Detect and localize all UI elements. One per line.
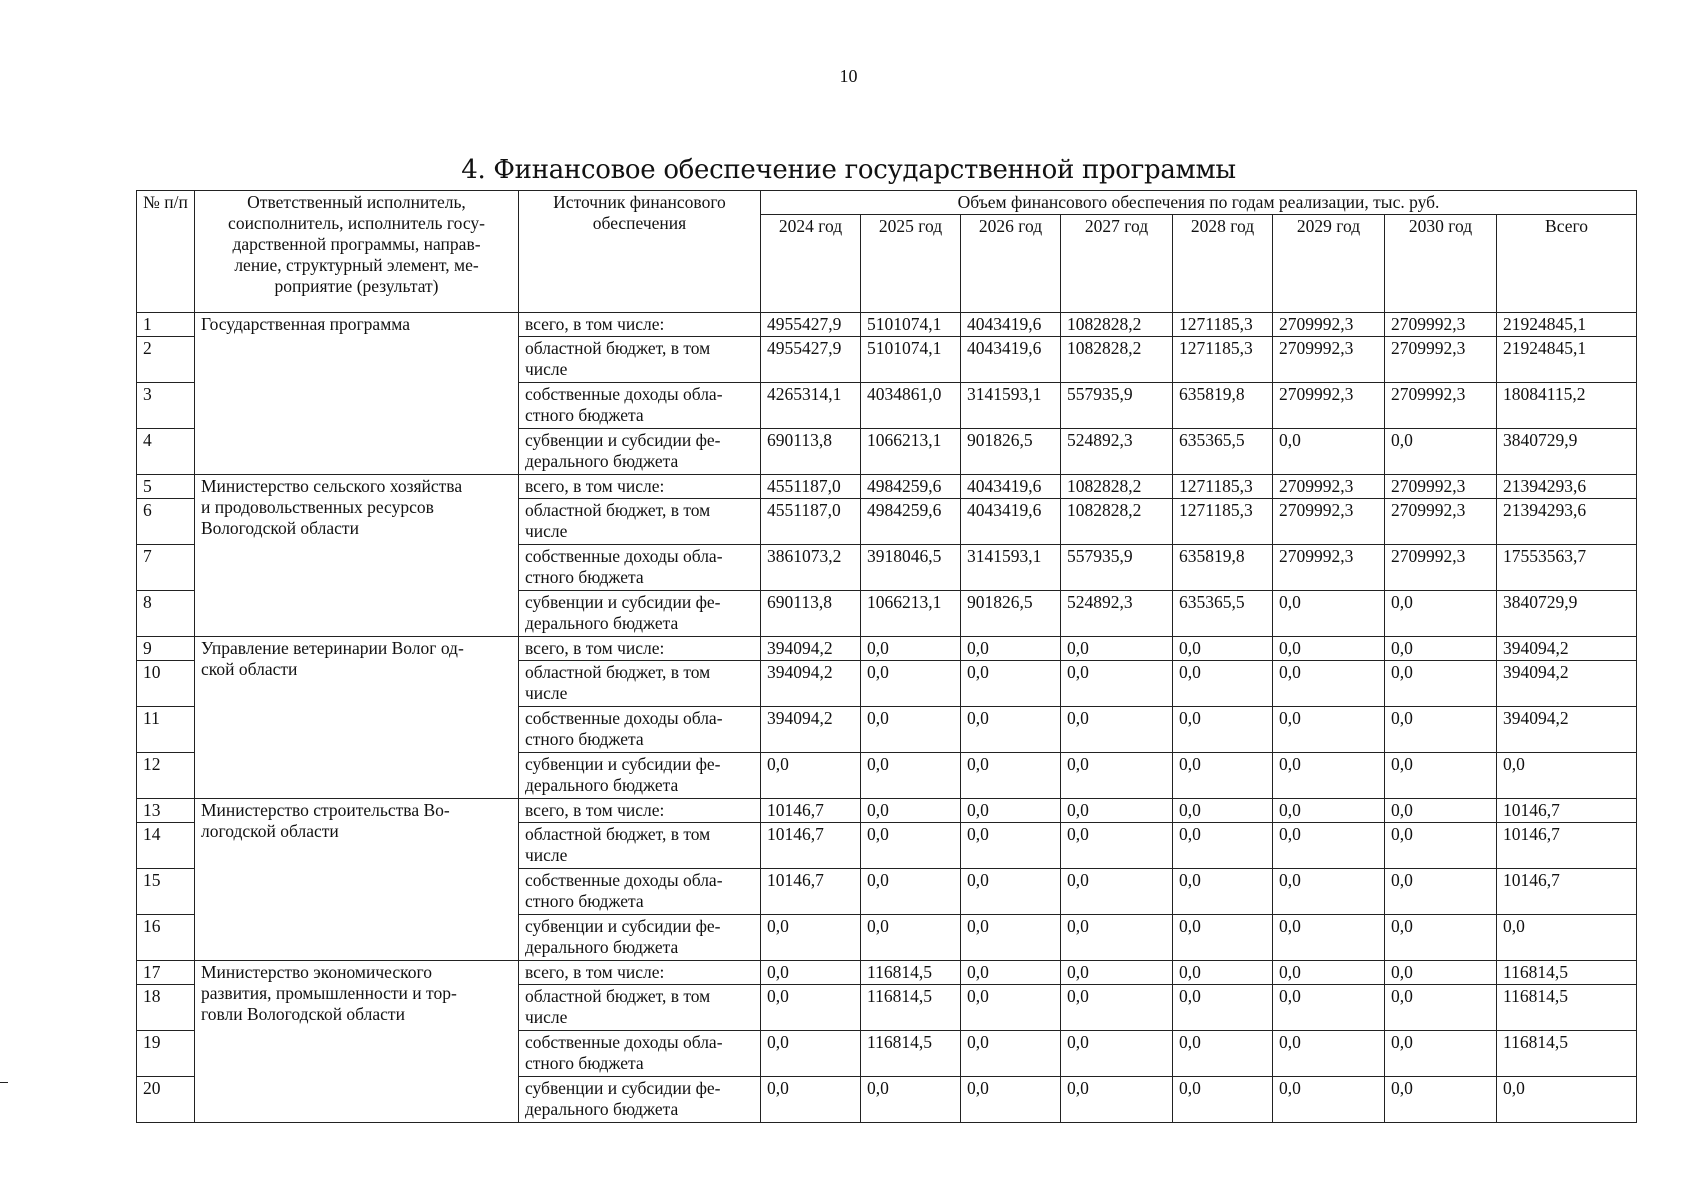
- header-num-text: № п/п: [143, 192, 188, 212]
- value-cell: 0,0: [1061, 753, 1173, 799]
- source-cell: [519, 337, 761, 383]
- source-cell: всего, в том числе:: [519, 961, 761, 985]
- header-executor-line: дарственной программы, направ-: [232, 234, 481, 254]
- value-cell: 0,0: [1173, 985, 1273, 1031]
- value-cell: 4034861,0: [861, 383, 961, 429]
- source-line: числе: [525, 683, 568, 703]
- executor-line: Управление ветеринарии Волог од-: [201, 638, 464, 658]
- value-cell: 2709992,3: [1273, 545, 1385, 591]
- header-executor: [195, 191, 519, 313]
- value-cell: 0,0: [861, 753, 961, 799]
- header-volume: Объем финансового обеспечения по годам реализации, тыс. руб.: [761, 191, 1637, 215]
- header-source-line: обеспечения: [592, 213, 687, 233]
- value-cell: 557935,9: [1061, 383, 1173, 429]
- value-cell: 2709992,3: [1385, 313, 1497, 337]
- value-cell: 0,0: [1173, 823, 1273, 869]
- source-cell: [519, 383, 761, 429]
- value-cell: 0,0: [1385, 1031, 1497, 1077]
- row-number: 11: [137, 707, 195, 753]
- header-year: 2024 год: [761, 215, 861, 313]
- value-cell: 116814,5: [861, 961, 961, 985]
- value-cell: 116814,5: [861, 985, 961, 1031]
- row-number: 3: [137, 383, 195, 429]
- value-cell: 10146,7: [761, 869, 861, 915]
- header-year: 2029 год: [1273, 215, 1385, 313]
- executor-cell: [195, 961, 519, 1123]
- value-cell: 0,0: [1385, 661, 1497, 707]
- row-number: 13: [137, 799, 195, 823]
- source-line: числе: [525, 521, 568, 541]
- source-line: числе: [525, 359, 568, 379]
- value-cell: 4043419,6: [961, 499, 1061, 545]
- value-cell: 394094,2: [1497, 707, 1637, 753]
- value-cell: 21394293,6: [1497, 499, 1637, 545]
- value-cell: 2709992,3: [1385, 545, 1497, 591]
- value-cell: 4551187,0: [761, 475, 861, 499]
- document-title: 4. Финансовое обеспечение государственной программы: [461, 155, 1236, 185]
- header-year: 2026 год: [961, 215, 1061, 313]
- value-cell: 0,0: [861, 707, 961, 753]
- row-number: 4: [137, 429, 195, 475]
- source-line: областной бюджет, в том: [525, 986, 711, 1006]
- table-header: [137, 191, 1637, 313]
- row-number: 5: [137, 475, 195, 499]
- value-cell: 0,0: [1173, 961, 1273, 985]
- executor-cell: [195, 475, 519, 637]
- source-line: дерального бюджета: [525, 775, 679, 795]
- value-cell: 0,0: [1497, 915, 1637, 961]
- table-row: [137, 799, 1637, 823]
- value-cell: 5101074,1: [861, 313, 961, 337]
- value-cell: 635819,8: [1173, 545, 1273, 591]
- value-cell: 4984259,6: [861, 475, 961, 499]
- value-cell: 4955427,9: [761, 313, 861, 337]
- value-cell: 3840729,9: [1497, 591, 1637, 637]
- value-cell: 0,0: [1061, 823, 1173, 869]
- value-cell: 0,0: [1061, 661, 1173, 707]
- source-line: стного бюджета: [525, 891, 644, 911]
- executor-cell: [195, 313, 519, 475]
- value-cell: 1066213,1: [861, 429, 961, 475]
- financing-table: [136, 190, 1637, 1123]
- source-cell: всего, в том числе:: [519, 799, 761, 823]
- executor-line: Государственная программа: [201, 314, 410, 334]
- value-cell: 10146,7: [1497, 823, 1637, 869]
- source-cell: [519, 707, 761, 753]
- value-cell: 0,0: [1061, 961, 1173, 985]
- value-cell: 0,0: [761, 753, 861, 799]
- page-number: 10: [839, 66, 858, 86]
- source-cell: [519, 499, 761, 545]
- value-cell: 0,0: [1273, 985, 1385, 1031]
- value-cell: 0,0: [1173, 707, 1273, 753]
- value-cell: 4043419,6: [961, 313, 1061, 337]
- value-cell: 0,0: [961, 1077, 1061, 1123]
- value-cell: 0,0: [861, 1077, 961, 1123]
- source-line: дерального бюджета: [525, 451, 679, 471]
- row-number: 20: [137, 1077, 195, 1123]
- source-cell: [519, 753, 761, 799]
- value-cell: 0,0: [1061, 869, 1173, 915]
- source-cell: всего, в том числе:: [519, 637, 761, 661]
- value-cell: 1082828,2: [1061, 499, 1173, 545]
- source-cell: [519, 1031, 761, 1077]
- value-cell: 0,0: [1061, 707, 1173, 753]
- row-number: 12: [137, 753, 195, 799]
- source-cell: [519, 1077, 761, 1123]
- value-cell: 0,0: [861, 915, 961, 961]
- value-cell: 0,0: [1385, 823, 1497, 869]
- value-cell: 0,0: [1061, 915, 1173, 961]
- source-line: стного бюджета: [525, 567, 644, 587]
- value-cell: 635365,5: [1173, 591, 1273, 637]
- value-cell: 0,0: [1273, 429, 1385, 475]
- value-cell: 690113,8: [761, 429, 861, 475]
- row-number: 19: [137, 1031, 195, 1077]
- source-cell: [519, 661, 761, 707]
- value-cell: 1066213,1: [861, 591, 961, 637]
- value-cell: 0,0: [1061, 985, 1173, 1031]
- value-cell: 0,0: [1497, 753, 1637, 799]
- source-line: областной бюджет, в том: [525, 824, 711, 844]
- value-cell: 1082828,2: [1061, 475, 1173, 499]
- source-line: стного бюджета: [525, 1053, 644, 1073]
- value-cell: 0,0: [1273, 915, 1385, 961]
- value-cell: 4043419,6: [961, 337, 1061, 383]
- header-source-line: Источник финансового: [553, 192, 726, 212]
- value-cell: 394094,2: [1497, 637, 1637, 661]
- executor-line: ской области: [201, 659, 298, 679]
- executor-line: Министерство сельского хозяйства: [201, 476, 463, 496]
- value-cell: 21394293,6: [1497, 475, 1637, 499]
- value-cell: 0,0: [761, 985, 861, 1031]
- value-cell: 0,0: [1385, 799, 1497, 823]
- row-number: 16: [137, 915, 195, 961]
- table-row: [137, 961, 1637, 985]
- value-cell: 0,0: [1273, 707, 1385, 753]
- value-cell: 2709992,3: [1273, 383, 1385, 429]
- value-cell: 0,0: [1273, 1077, 1385, 1123]
- value-cell: 4955427,9: [761, 337, 861, 383]
- source-line: субвенции и субсидии фе-: [525, 916, 721, 936]
- value-cell: 0,0: [861, 661, 961, 707]
- value-cell: 0,0: [1385, 591, 1497, 637]
- row-number: 1: [137, 313, 195, 337]
- value-cell: 2709992,3: [1385, 383, 1497, 429]
- value-cell: 0,0: [1273, 753, 1385, 799]
- value-cell: 10146,7: [1497, 869, 1637, 915]
- value-cell: 1271185,3: [1173, 337, 1273, 383]
- row-number: 2: [137, 337, 195, 383]
- source-line: субвенции и субсидии фе-: [525, 430, 721, 450]
- value-cell: 5101074,1: [861, 337, 961, 383]
- value-cell: 2709992,3: [1385, 475, 1497, 499]
- source-line: собственные доходы обла-: [525, 870, 723, 890]
- value-cell: 2709992,3: [1273, 475, 1385, 499]
- header-executor-line: роприятие (результат): [274, 276, 439, 296]
- value-cell: 0,0: [761, 1077, 861, 1123]
- value-cell: 4043419,6: [961, 475, 1061, 499]
- header-year: 2030 год: [1385, 215, 1497, 313]
- value-cell: 690113,8: [761, 591, 861, 637]
- value-cell: 0,0: [1173, 637, 1273, 661]
- value-cell: 0,0: [761, 1031, 861, 1077]
- source-line: областной бюджет, в том: [525, 338, 711, 358]
- value-cell: 635365,5: [1173, 429, 1273, 475]
- value-cell: 0,0: [1385, 429, 1497, 475]
- source-cell: [519, 823, 761, 869]
- value-cell: 4551187,0: [761, 499, 861, 545]
- row-number: 7: [137, 545, 195, 591]
- value-cell: 0,0: [1273, 1031, 1385, 1077]
- source-line: собственные доходы обла-: [525, 1032, 723, 1052]
- value-cell: 0,0: [961, 661, 1061, 707]
- value-cell: 116814,5: [1497, 985, 1637, 1031]
- value-cell: 116814,5: [1497, 961, 1637, 985]
- source-cell: всего, в том числе:: [519, 475, 761, 499]
- value-cell: 1082828,2: [1061, 313, 1173, 337]
- value-cell: 0,0: [861, 869, 961, 915]
- value-cell: 10146,7: [761, 823, 861, 869]
- value-cell: 557935,9: [1061, 545, 1173, 591]
- value-cell: 0,0: [861, 823, 961, 869]
- value-cell: 0,0: [1273, 637, 1385, 661]
- header-executor-line: соисполнитель, исполнитель госу-: [228, 213, 485, 233]
- value-cell: 18084115,2: [1497, 383, 1637, 429]
- source-cell: всего, в том числе:: [519, 313, 761, 337]
- source-cell: [519, 985, 761, 1031]
- executor-line: Министерство экономического: [201, 962, 432, 982]
- source-line: собственные доходы обла-: [525, 384, 723, 404]
- value-cell: 21924845,1: [1497, 337, 1637, 383]
- executor-line: Вологодской области: [201, 518, 359, 538]
- value-cell: 394094,2: [761, 637, 861, 661]
- table-row: [137, 637, 1637, 661]
- value-cell: 1271185,3: [1173, 475, 1273, 499]
- source-line: дерального бюджета: [525, 613, 679, 633]
- value-cell: 0,0: [1273, 961, 1385, 985]
- value-cell: 901826,5: [961, 429, 1061, 475]
- source-line: субвенции и субсидии фе-: [525, 754, 721, 774]
- source-line: областной бюджет, в том: [525, 662, 711, 682]
- value-cell: 2709992,3: [1273, 499, 1385, 545]
- source-line: собственные доходы обла-: [525, 708, 723, 728]
- value-cell: 0,0: [961, 823, 1061, 869]
- value-cell: 0,0: [961, 637, 1061, 661]
- value-cell: 0,0: [961, 753, 1061, 799]
- source-cell: [519, 429, 761, 475]
- value-cell: 1271185,3: [1173, 499, 1273, 545]
- source-cell: [519, 591, 761, 637]
- source-line: стного бюджета: [525, 729, 644, 749]
- executor-line: развития, промышленности и тор-: [201, 983, 457, 1003]
- value-cell: 0,0: [1497, 1077, 1637, 1123]
- source-line: стного бюджета: [525, 405, 644, 425]
- value-cell: 0,0: [1061, 637, 1173, 661]
- value-cell: 0,0: [961, 915, 1061, 961]
- row-number: 17: [137, 961, 195, 985]
- table-row: [137, 313, 1637, 337]
- value-cell: 0,0: [861, 637, 961, 661]
- executor-line: Министерство строительства Во-: [201, 800, 450, 820]
- header-executor-line: ление, структурный элемент, ме-: [234, 255, 479, 275]
- value-cell: 394094,2: [761, 707, 861, 753]
- header-year: 2027 год: [1061, 215, 1173, 313]
- value-cell: 0,0: [1173, 753, 1273, 799]
- value-cell: 116814,5: [861, 1031, 961, 1077]
- value-cell: 2709992,3: [1385, 337, 1497, 383]
- value-cell: 0,0: [1385, 753, 1497, 799]
- value-cell: 1271185,3: [1173, 313, 1273, 337]
- executor-line: говли Вологодской области: [201, 1004, 405, 1024]
- value-cell: 0,0: [1173, 1031, 1273, 1077]
- value-cell: 0,0: [861, 799, 961, 823]
- source-line: субвенции и субсидии фе-: [525, 592, 721, 612]
- value-cell: 0,0: [961, 799, 1061, 823]
- header-year: 2028 год: [1173, 215, 1273, 313]
- value-cell: 901826,5: [961, 591, 1061, 637]
- row-number: 8: [137, 591, 195, 637]
- value-cell: 394094,2: [761, 661, 861, 707]
- value-cell: 10146,7: [761, 799, 861, 823]
- table-body: [137, 313, 1637, 1123]
- value-cell: 0,0: [1173, 869, 1273, 915]
- source-line: собственные доходы обла-: [525, 546, 723, 566]
- source-line: областной бюджет, в том: [525, 500, 711, 520]
- value-cell: 0,0: [1273, 591, 1385, 637]
- value-cell: 0,0: [761, 961, 861, 985]
- source-line: субвенции и субсидии фе-: [525, 1078, 721, 1098]
- value-cell: 0,0: [961, 869, 1061, 915]
- value-cell: 0,0: [1061, 799, 1173, 823]
- value-cell: 0,0: [1273, 799, 1385, 823]
- value-cell: 2709992,3: [1273, 337, 1385, 383]
- value-cell: 635819,8: [1173, 383, 1273, 429]
- source-line: дерального бюджета: [525, 937, 679, 957]
- header-executor-line: Ответственный исполнитель,: [247, 192, 466, 212]
- value-cell: 0,0: [1061, 1031, 1173, 1077]
- row-number: 6: [137, 499, 195, 545]
- value-cell: 0,0: [1385, 915, 1497, 961]
- row-number: 10: [137, 661, 195, 707]
- header-year: Всего: [1497, 215, 1637, 313]
- value-cell: 0,0: [1173, 1077, 1273, 1123]
- value-cell: 10146,7: [1497, 799, 1637, 823]
- value-cell: 0,0: [961, 707, 1061, 753]
- executor-cell: [195, 799, 519, 961]
- value-cell: 0,0: [1385, 985, 1497, 1031]
- row-number: 18: [137, 985, 195, 1031]
- value-cell: 3861073,2: [761, 545, 861, 591]
- source-cell: [519, 545, 761, 591]
- executor-line: логодской области: [201, 821, 339, 841]
- value-cell: 524892,3: [1061, 429, 1173, 475]
- value-cell: 0,0: [961, 961, 1061, 985]
- table-row: [137, 475, 1637, 499]
- source-line: числе: [525, 1007, 568, 1027]
- value-cell: 0,0: [1061, 1077, 1173, 1123]
- source-line: числе: [525, 845, 568, 865]
- value-cell: 0,0: [1273, 869, 1385, 915]
- value-cell: 0,0: [1385, 961, 1497, 985]
- header-source: [519, 191, 761, 313]
- source-cell: [519, 869, 761, 915]
- value-cell: 0,0: [961, 1031, 1061, 1077]
- value-cell: 4984259,6: [861, 499, 961, 545]
- value-cell: 1082828,2: [1061, 337, 1173, 383]
- value-cell: 2709992,3: [1273, 313, 1385, 337]
- value-cell: 21924845,1: [1497, 313, 1637, 337]
- value-cell: 3840729,9: [1497, 429, 1637, 475]
- value-cell: 0,0: [1173, 661, 1273, 707]
- header-num: [137, 191, 195, 313]
- value-cell: 0,0: [1385, 637, 1497, 661]
- value-cell: 394094,2: [1497, 661, 1637, 707]
- value-cell: 0,0: [1173, 915, 1273, 961]
- value-cell: 4265314,1: [761, 383, 861, 429]
- value-cell: 0,0: [1385, 869, 1497, 915]
- value-cell: 0,0: [1273, 823, 1385, 869]
- value-cell: 17553563,7: [1497, 545, 1637, 591]
- row-number: 15: [137, 869, 195, 915]
- value-cell: 0,0: [961, 985, 1061, 1031]
- value-cell: 116814,5: [1497, 1031, 1637, 1077]
- value-cell: 0,0: [1273, 661, 1385, 707]
- value-cell: 0,0: [761, 915, 861, 961]
- value-cell: 3918046,5: [861, 545, 961, 591]
- value-cell: 0,0: [1385, 707, 1497, 753]
- value-cell: 2709992,3: [1385, 499, 1497, 545]
- header-year: 2025 год: [861, 215, 961, 313]
- row-number: 9: [137, 637, 195, 661]
- value-cell: 0,0: [1385, 1077, 1497, 1123]
- margin-mark: [0, 1082, 8, 1083]
- executor-line: и продовольственных ресурсов: [201, 497, 434, 517]
- value-cell: 0,0: [1173, 799, 1273, 823]
- value-cell: 3141593,1: [961, 545, 1061, 591]
- value-cell: 3141593,1: [961, 383, 1061, 429]
- source-cell: [519, 915, 761, 961]
- source-line: дерального бюджета: [525, 1099, 679, 1119]
- value-cell: 524892,3: [1061, 591, 1173, 637]
- executor-cell: [195, 637, 519, 799]
- row-number: 14: [137, 823, 195, 869]
